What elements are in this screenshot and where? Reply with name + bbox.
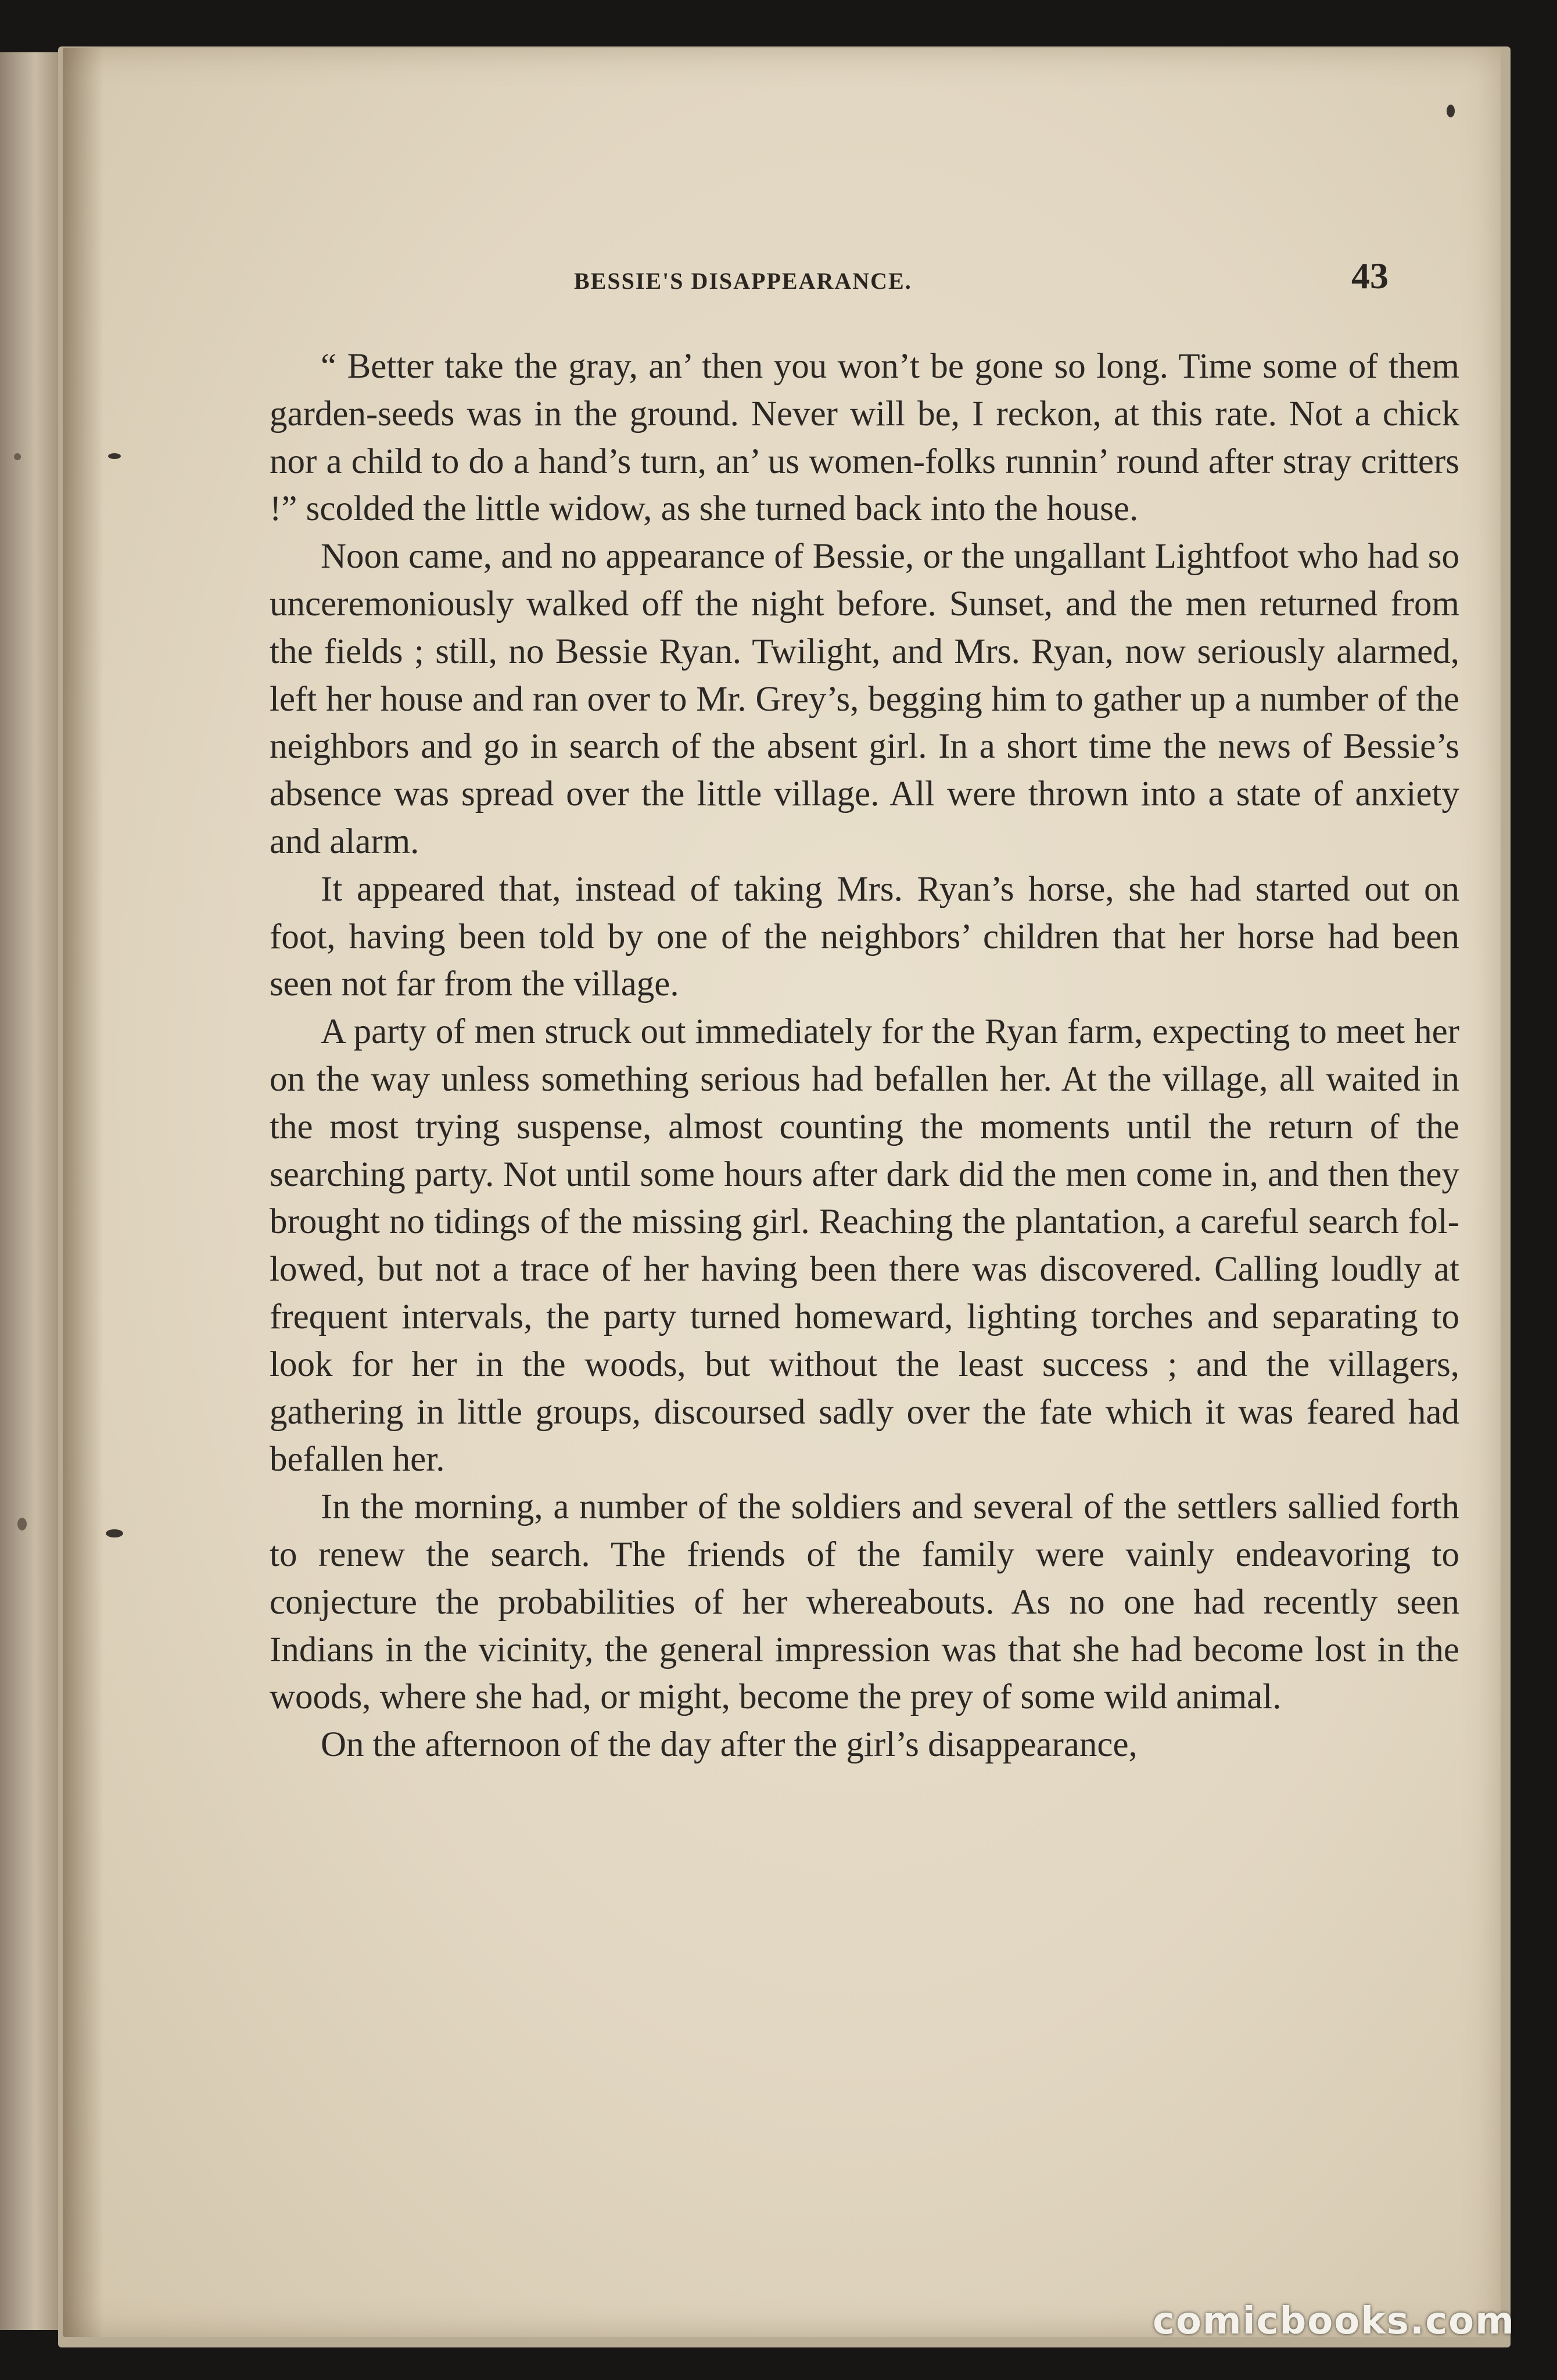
paragraph: It appeared that, instead of taking Mrs. Ryan’s horse, she had started out on foot, having been told by one of the neighbors’ children that her horse had been seen not far from the village. — [270, 869, 1459, 1004]
paragraph: Noon came, and no appearance of Bessie, or the ungallant Lightfoot who had so unceremoniously walked off the night before. Sunset, and the men returned from the fields ; still, no Bessie Ryan. Twilight, and Mrs. Ryan, now seriously alarmed, left her house and ran over to Mr. Grey’s, begging him to gather up a number of the neighbors and go in search of the absent girl. In a short time the news of Bessie’s absence was spread over the little village. All were thrown into a state of anxiety and alarm. — [270, 537, 1459, 861]
paragraph: “ Better take the gray, an’ then you won’t be gone so long. Time some of them garden-seeds was in the ground. Never will be, I reckon, at this rate. Not a chick nor a child to do a hand’s turn, an’ us women-folks runnin’ round after stray critters !” scolded the little widow, as she turned back into the house. — [270, 347, 1459, 529]
paragraph: In the morning, a number of the soldiers and several of the settlers sallied forth to renew the search. The friends of the family were vainly endeavoring to conjecture the probabilities of her whereabouts. As no one had recently seen Indians in the vicinity, the general impression was that she had become lost in the woods, where she had, or might, become the prey of some wild animal. — [270, 1488, 1459, 1717]
ink-speck — [1447, 105, 1455, 117]
ink-speck — [106, 1529, 123, 1537]
page-number: 43 — [1351, 255, 1389, 296]
book-page — [63, 48, 1501, 2337]
facing-page-edge — [0, 52, 64, 2330]
ink-speck — [14, 453, 21, 460]
paragraph: A party of men struck out immediately for the Ryan farm, expecting to meet her on the way unless something serious had befallen her. At the village, all waited in the most trying suspense, almost counting the moments until the return of the searching party. Not until some hours after dark did the men come in, and then they brought no tidings of the missing girl. Reaching the plantation, a careful search followed, but not a trace of her having been there was discovered. Calling loudly at frequent intervals, the party turned homeward, lighting torches and separating to look for her in the woods, but without the least success ; and the villagers, gathering in little groups, discoursed sadly over the fate which it was feared had befallen her. — [270, 1012, 1459, 1479]
site-watermark: comicbooks.com — [1153, 2300, 1515, 2343]
body-text — [270, 343, 1459, 1769]
ink-speck — [108, 453, 121, 459]
running-head: BESSIE'S DISAPPEARANCE. — [574, 268, 912, 294]
ink-speck — [17, 1518, 27, 1530]
gutter-shadow — [63, 48, 103, 2337]
paragraph: On the afternoon of the day after the girl’s disappearance, — [321, 1725, 1138, 1765]
